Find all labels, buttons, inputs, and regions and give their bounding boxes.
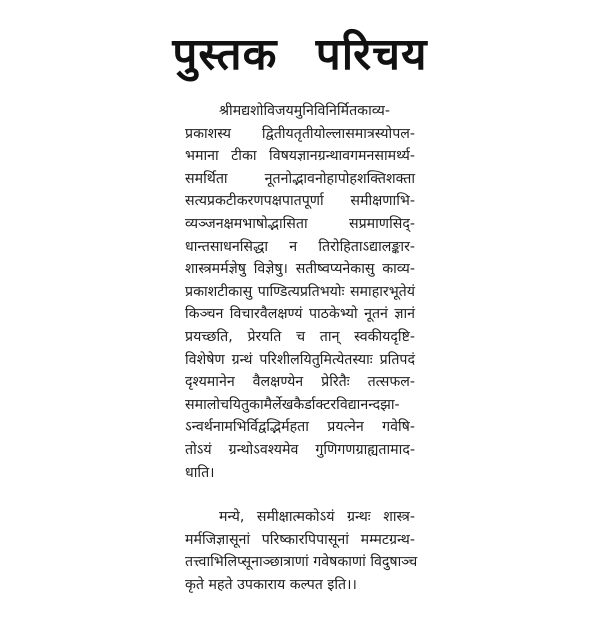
text-line: विशेषेण ग्रन्थं परिशीलयितुमित्येतस्याः प्रतिपदं [185,351,415,368]
text-line: सत्यप्रकटीकरणपक्षपातपूर्णा समीक्षणाभि- [185,193,415,210]
text-line: मर्मजिज्ञासूनां परिष्कारपिपासूनां मम्मटग्रन्थ- [185,531,415,548]
text-line: किञ्चन विचारवैलक्षण्यं पाठकेभ्यो नूतनं ज्ञानं [185,306,415,323]
text-line: प्रकाशस्य द्वितीयतृतीयोल्लासमात्रस्योपल- [185,125,415,142]
text-line: धान्तसाधनसिद्धा न तिरोहिताऽद्यालङ्कार- [185,238,415,255]
page-title: पुस्तक परिचय [172,29,428,80]
text-line: प्रकाशटीकासु पाण्डित्यप्रतिभयोः समाहारभूतेयं [185,283,415,300]
text-line: कृते महते उपकाराय कल्पत इति।। [185,576,357,593]
text-line: समर्थिता नूतनोद्भावनोहापोहशक्तिशक्ता [185,170,415,187]
text-line: दृश्यमानेन वैलक्षण्येन प्रेरितैः तत्सफल- [185,374,415,391]
text-line: भमाना टीका विषयज्ञानग्रन्थावगमनसामर्थ्य- [185,148,415,165]
paragraph-1 [185,100,415,484]
text-line: तत्त्वाभिलिप्सूनाञ्छात्राणां गवेषकाणां विदुषाञ्च [185,554,418,571]
text-line: श्रीमद्यशोविजयमुनिविनिर्मितकाव्य- [219,103,390,119]
text-line: धाति। [185,464,215,481]
text-line: प्रयच्छति, प्रेरयति च तान् स्वकीयदृष्टि- [185,328,415,345]
text-line: व्यञ्जनक्षमभाषोद्भासिता सप्रमाणसिद्- [185,215,415,232]
paragraph-2 [185,506,418,596]
text-line: समालोचयितुकामैर्लेखकैर्डाक्टरविद्यानन्दझा- [185,396,400,413]
text-line: तोऽयं ग्रन्थोऽवश्यमेव गुणिगणग्राह्यतामाद- [185,441,415,458]
text-line: मन्ये, समीक्षात्मकोऽयं ग्रन्थः शास्त्र- [219,509,415,526]
text-line: ऽन्वर्थनामभिर्विद्वद्भिर्महता प्रयत्नेन गवेषि- [185,419,415,436]
text-line: शास्त्रमर्मज्ञेषु विज्ञेषु। सतीष्वप्यनेकासु काव्य- [185,261,415,278]
book-introduction-text [185,100,418,596]
